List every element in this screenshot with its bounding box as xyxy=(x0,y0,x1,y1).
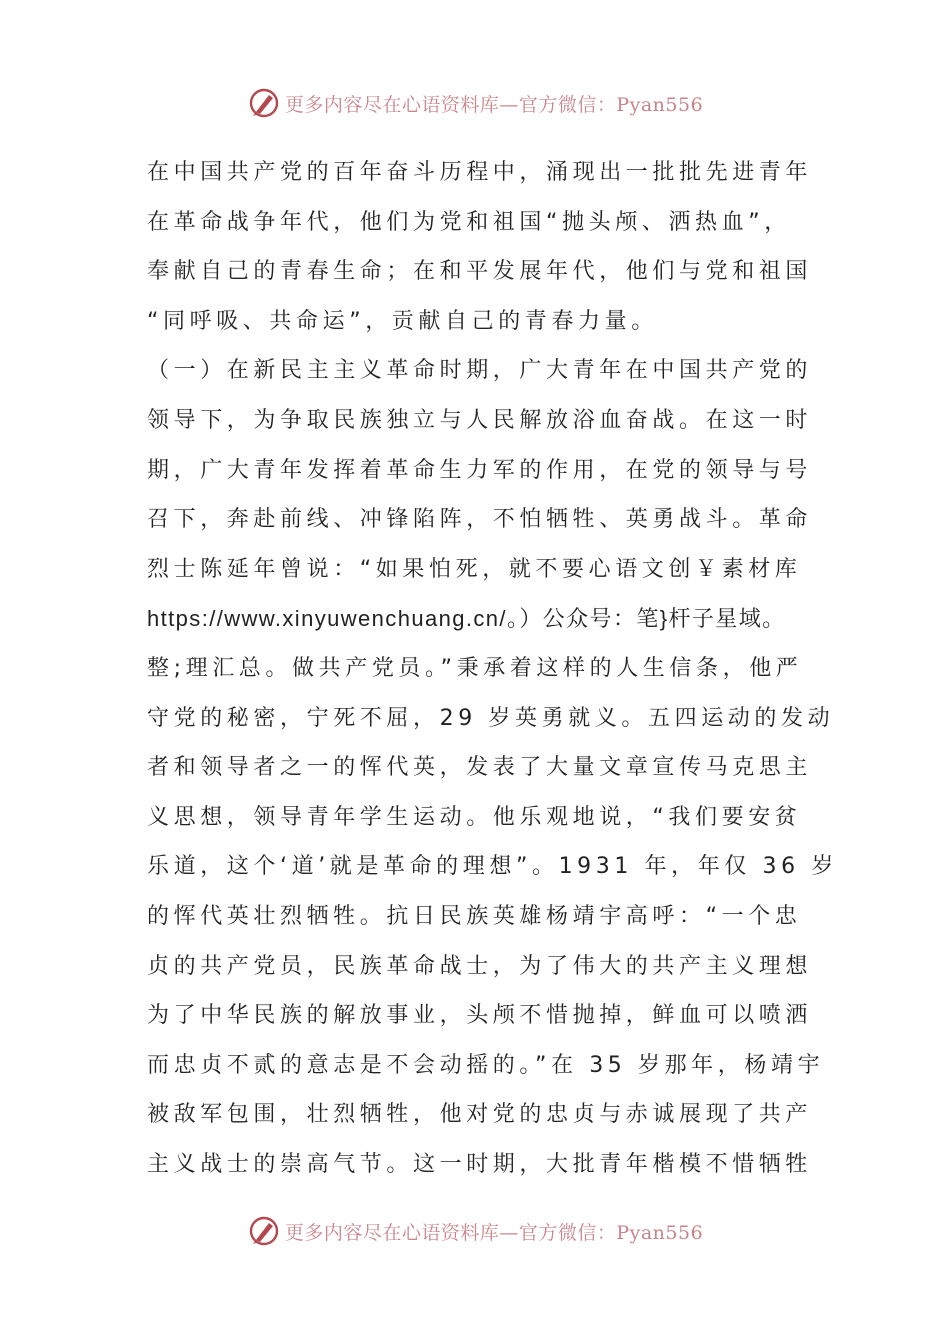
pen-nib-logo-icon xyxy=(247,1214,281,1248)
text-line: 而忠贞不贰的意志是不会动摇的。”在 35 岁那年，杨靖宇 xyxy=(147,1052,825,1078)
header-watermark-banner xyxy=(0,83,950,123)
text-line: 贞的共产党员，民族革命战士，为了伟大的共产主义理想 xyxy=(147,953,813,979)
text-line: 乐道，这个‘道’就是革命的理想”。1931 年，年仅 36 岁 xyxy=(147,854,838,880)
footer-watermark-banner xyxy=(0,1211,950,1251)
banner-text: 更多内容尽在心语资料库—官方微信：Pyan556 xyxy=(284,93,704,116)
text-line: 义思想，领导青年学生运动。他乐观地说，“我们要安贫 xyxy=(147,804,802,830)
banner-text: 更多内容尽在心语资料库—官方微信：Pyan556 xyxy=(284,1221,704,1244)
text-line: 整;理汇总。做共产党员。”秉承着这样的人生信条，他严 xyxy=(147,655,803,681)
document-body xyxy=(147,148,838,1189)
text-line: 在中国共产党的百年奋斗历程中，涌现出一批批先进青年 xyxy=(147,160,813,185)
text-line: 守党的秘密，宁死不屈，29 岁英勇就义。五四运动的发动 xyxy=(147,705,835,731)
pen-nib-logo-icon xyxy=(247,86,281,120)
text-line: 的恽代英壮烈牺牲。抗日民族英雄杨靖宇高呼：“一个忠 xyxy=(147,903,802,929)
text-line: 期，广大青年发挥着革命生力军的作用，在党的领导与号 xyxy=(147,457,813,483)
text-line: 主义战士的崇高气节。这一时期，大批青年楷模不惜牺牲 xyxy=(147,1151,813,1177)
text-line: （一）在新民主主义革命时期，广大青年在中国共产党的 xyxy=(147,358,813,384)
text-line: 烈士陈延年曾说：“如果怕死，就不要心语文创￥素材库 xyxy=(147,556,802,582)
text-line: 在革命战争年代，他们为党和祖国“抛头颅、洒热血”， xyxy=(147,209,791,235)
text-line: 为了中华民族的解放事业，头颅不惜抛掉，鲜血可以喷洒 xyxy=(147,1003,813,1029)
text-line: 者和领导者之一的恽代英，发表了大量文章宣传马克思主 xyxy=(147,755,813,781)
text-line: 被敌军包围，壮烈牺牲，他对党的忠贞与赤诚展现了共产 xyxy=(147,1102,813,1128)
text-line: 奉献自己的青春生命；在和平发展年代，他们与党和祖国 xyxy=(147,259,813,285)
text-line: 召下，奔赴前线、冲锋陷阵，不怕牺牲、英勇战斗。革命 xyxy=(147,507,813,533)
text-line: 领导下，为争取民族独立与人民解放浴血奋战。在这一时 xyxy=(147,407,813,433)
text-line: “同呼吸、共命运”，贡献自己的青春力量。 xyxy=(147,308,658,334)
text-line-url: https://www.xinyuwenchuang.cn/。）公众号：笔}杆子星域。 xyxy=(147,606,786,632)
